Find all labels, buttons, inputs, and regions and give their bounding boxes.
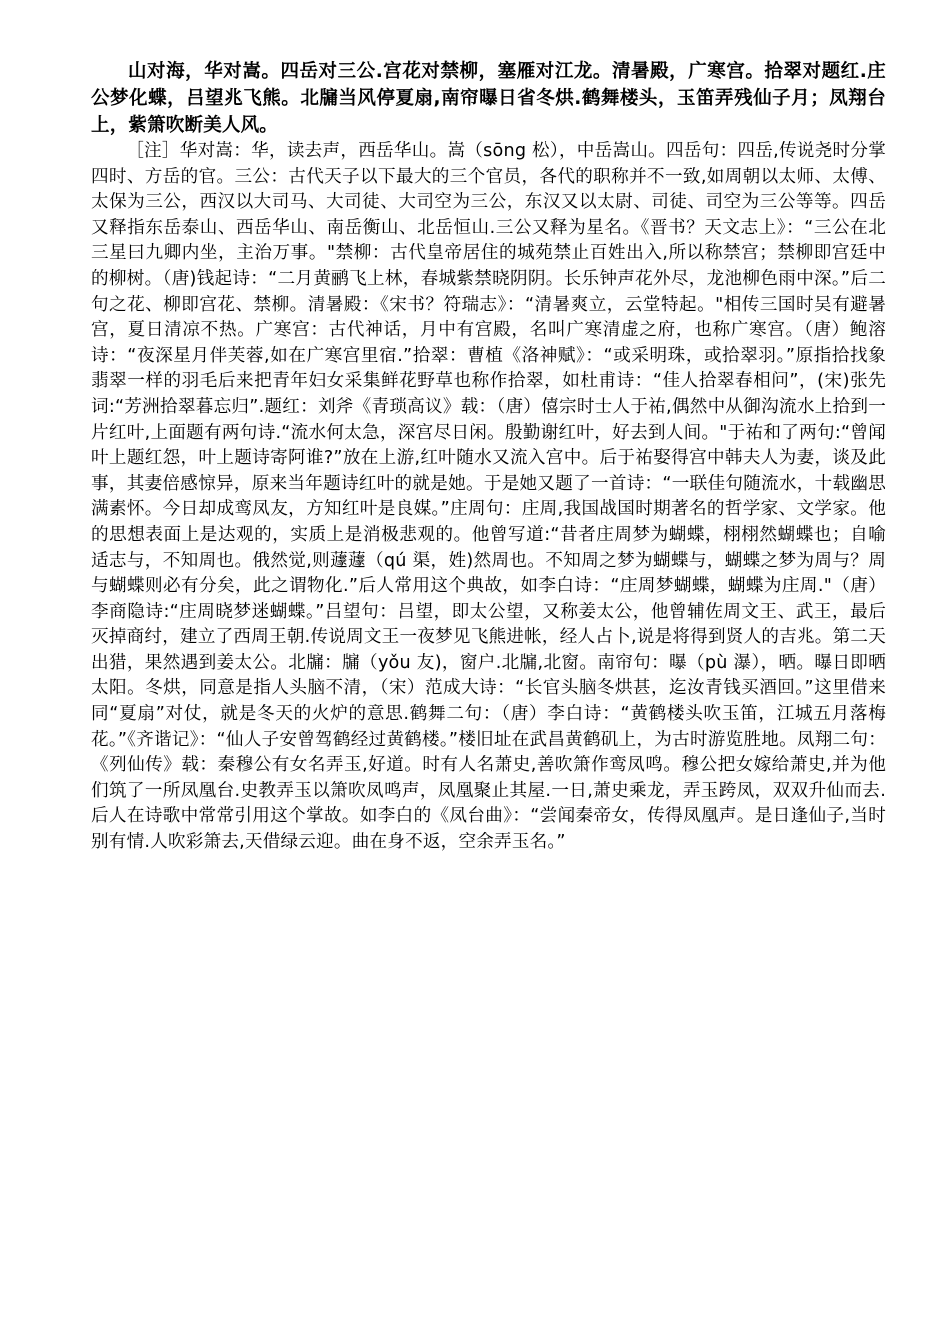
verse-paragraph: 山对海，华对嵩。四岳对三公.宫花对禁柳，塞雁对江龙。清暑殿，广寒宫。拾翠对题红.庄公梦化蝶，吕望兆飞熊。北牖当风停夏扇,南帘曝日省冬烘.鹤舞楼头，玉笛弄残仙子月；凤翔台上，紫箫吹断美人风。 — [91, 61, 886, 136]
annotation-paragraph: ［注］华对嵩：华，读去声，西岳华山。嵩（sōng 松），中岳嵩山。四岳句：四岳,传说尧时分掌四时、方岳的官。三公：古代天子以下最大的三个官员，各代的职称并不一致,如周朝以太师、太傅、太保为三公，西汉以大司马、大司徒、大司空为三公，东汉又以太尉、司徒、司空为三公等等。四岳又释指东岳泰山、西岳华山、南岳衡山、北岳恒山.三公又释为星名。《晋书？天文志上》：“三公在北三星曰九卿内坐，主治万事。"禁柳：古代皇帝居住的城苑禁止百姓出入,所以称禁宫；禁柳即宫廷中的柳树。（唐)钱起诗：“二月黄鹂飞上林，春城紫禁晓阴阴。长乐钟声花外尽，龙池柳色雨中深。”后二句之花、柳即宫花、禁柳。清暑殿：《宋书？符瑞志》：“清暑爽立，云堂特起。"相传三国时吴有避暑宫，夏日清凉不热。广寒宫：古代神话，月中有宫殿，名叫广寒清虚之府，也称广寒宫。（唐）鲍溶诗：“夜深星月伴芙蓉,如在广寒宫里宿.”拾翠：曹植《洛神赋》：“或采明珠，或拾翠羽。”原指拾找象翡翠一样的羽毛后来把青年妇女采集鲜花野草也称作拾翠，如杜甫诗：“佳人拾翠春相问”，(宋)张先词:“芳洲拾翠暮忘归”.题红：刘斧《青琐高议》载：（唐）僖宗时士人于祐,偶然中从御沟流水上拾到一片红叶,上面题有两句诗.“流水何太急，深宫尽日闲。殷勤谢红叶，好去到人间。"于祐和了两句:“曾闻叶上题红怨，叶上题诗寄阿谁?”放在上游,红叶随水又流入宫中。后于祐娶得宫中韩夫人为妻，谈及此事，其妻倍感惊异，原来当年题诗红叶的就是她。于是她又题了一首诗：“一联佳句随流水，十载幽思满素怀。今日却成鸾凤友，方知红叶是良媒。”庄周句：庄周,我国战国时期著名的哲学家、文学家。他的思想表面上是达观的，实质上是消极悲观的。他曾写道:“昔者庄周梦为蝴蝶，栩栩然蝴蝶也；自喻适志与，不知周也。俄然觉,则蘧蘧（qú 渠，姓)然周也。不知周之梦为蝴蝶与，蝴蝶之梦为周与？周与蝴蝶则必有分矣，此之谓物化.”后人常用这个典故，如李白诗：“庄周梦蝴蝶，蝴蝶为庄周."（唐）李商隐诗:“庄周晓梦迷蝴蝶。”吕望句：吕望，即太公望，又称姜太公，他曾辅佐周文王、武王，最后灭掉商纣，建立了西周王朝.传说周文王一夜梦见飞熊进帐，经人占卜,说是将得到贤人的吉兆。第二天出猎，果然遇到姜太公。北牖：牖（yǒu 友)，窗户.北牖,北窗。南帘句：曝（pù 瀑），晒。曝日即晒太阳。冬烘，同意是指人头脑不清，（宋）范成大诗：“长官头脑冬烘甚，迄汝青钱买酒回。”这里借来同“夏扇”对仗，就是冬天的火炉的意思.鹤舞二句：（唐）李白诗：“黄鹤楼头吹玉笛，江城五月落梅花。”《齐谐记》：“仙人子安曾驾鹤经过黄鹤楼。”楼旧址在武昌黄鹤矶上，为古时游览胜地。凤翔二句：《列仙传》载：秦穆公有女名弄玉,好道。时有人名萧史,善吹箫作鸾凤鸣。穆公把女嫁给萧史,并为他们筑了一所凤凰台.史教弄玉以箫吹凤鸣声，凤凰聚止其屋.一日,萧史乘龙，弄玉跨凤，双双升仙而去.后人在诗歌中常常引用这个掌故。如李白的《凤台曲》：“尝闻秦帝女，传得凤凰声。是日逢仙子,当时别有情.人吹彩箫去,天借绿云迎。曲在身不返，空余弄玉名。” — [91, 141, 886, 853]
document-page — [91, 58, 886, 856]
